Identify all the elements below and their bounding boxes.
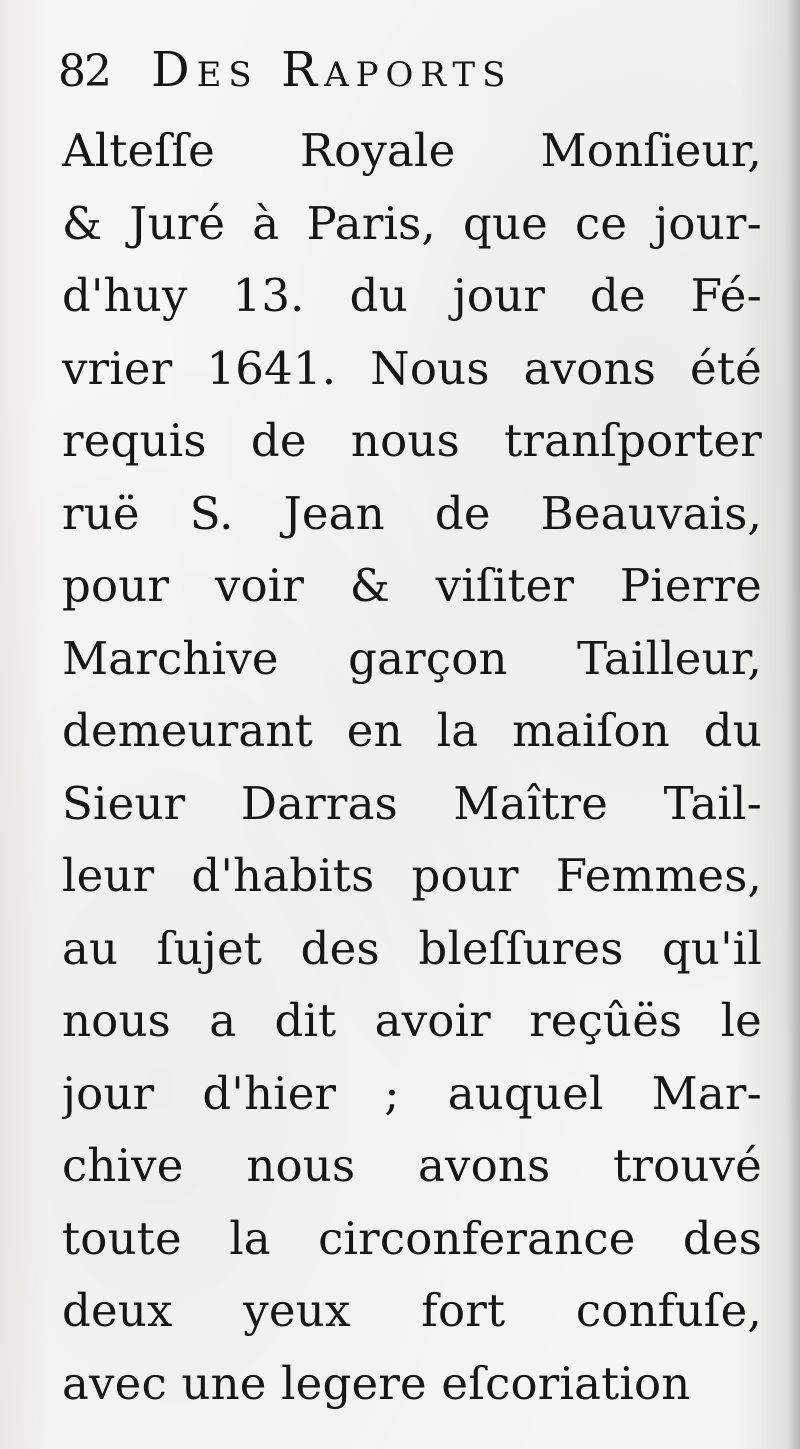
running-title: Des Raports <box>151 42 513 98</box>
text-line: requis de nous tranſporter <box>62 414 762 467</box>
text-line: deux yeux fort confuſe, <box>62 1284 762 1337</box>
page-header <box>58 42 758 112</box>
text-line: & Juré à Paris, que ce jour- <box>62 196 762 250</box>
text-line: au ſujet des bleſſures qu'il <box>62 921 762 975</box>
text-line: toute la circonferance des <box>62 1211 762 1265</box>
page-number: 82 <box>58 46 110 97</box>
text-line: chive nous avons trouvé <box>62 1139 762 1192</box>
text-line: pour voir & viſiter Pierre <box>62 559 762 612</box>
body-text <box>62 115 762 1420</box>
text-line: avec une legere eſcoriation <box>62 1356 691 1410</box>
text-line: ruë S. Jean de Beauvais, <box>62 486 762 540</box>
text-line: d'huy 13. du jour de Fé- <box>62 269 762 322</box>
text-line: leur d'habits pour Femmes, <box>62 849 762 902</box>
text-line: Marchive garçon Tailleur, <box>62 631 762 685</box>
text-line: Sieur Darras Maître Tail- <box>62 776 762 830</box>
text-line: jour d'hier ; auquel Mar- <box>62 1066 762 1120</box>
page-edge-shadow <box>786 0 800 1449</box>
text-line: demeurant en la maiſon du <box>62 704 762 757</box>
text-line: vrier 1641. Nous avons été <box>62 341 762 395</box>
text-line: nous a dit avoir reçûës le <box>62 994 762 1047</box>
text-line: Alteſſe Royale Monſieur, <box>62 124 762 177</box>
